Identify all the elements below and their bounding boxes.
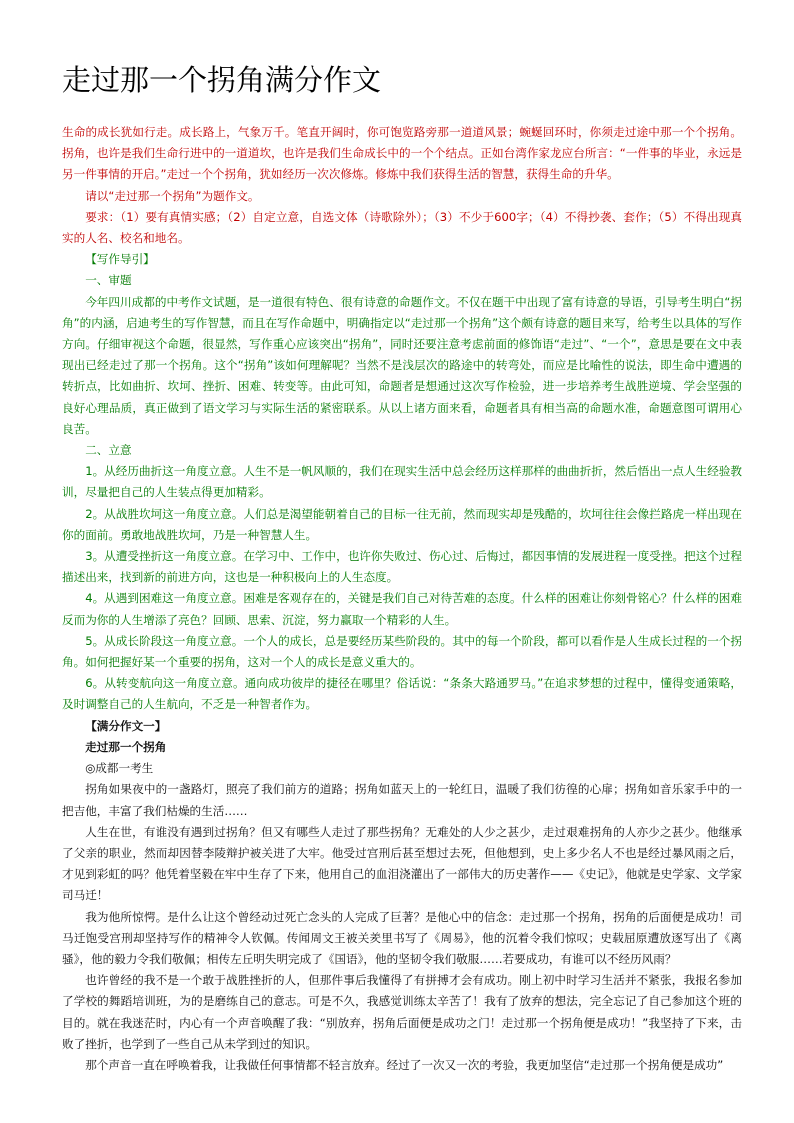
liyi-point-2: 2。从战胜坎坷这一角度立意。人们总是渴望能朝着自己的目标一往无前，然而现实却是残酷的，坎坷往往会像拦路虎一样出现在你的面前。勇敢地战胜坎坷，乃是一种智慧人生。 — [62, 506, 742, 542]
section-heading-liyi: 二、立意 — [85, 443, 132, 458]
liyi-point-6: 6。从转变航向这一角度立意。通向成功彼岸的捷径在哪里？俗话说：“条条大路通罗马。”在追求梦想的过程中，懂得变通策略，及时调整自己的人生航向，不乏是一种智者作为。 — [62, 676, 742, 712]
prompt-intro: 生命的成长犹如行走。成长路上，气象万千。笔直开阔时，你可饱览路旁那一道道风景；蜿蜒回环时，你须走过途中那一个个拐角。拐角，也许是我们生命行进中的一道道坎，也许是我们生命成长中的一个个结点。正如台湾作家龙应台所言：“一件事的毕业，永远是另一件事情的开启。”走过一个个拐角，犹如经历一次次修炼。修炼中我们获得生活的智慧，获得生命的升华。 — [62, 125, 742, 182]
liyi-point-1: 1。从经历曲折这一角度立意。人生不是一帆风顺的，我们在现实生活中总会经历这样那样的曲曲折折，然后悟出一点人生经验教训，尽量把自己的人生装点得更加精彩。 — [62, 464, 742, 500]
prompt-requirements: 要求：（1）要有真情实感；（2）自定立意，自选文体（诗歌除外）；（3）不少于600字；（4）不得抄袭、套作；（5）不得出现真实的人名、校名和地名。 — [62, 209, 742, 246]
liyi-point-5: 5。从成长阶段这一角度立意。一个人的成长，总是要经历某些阶段的。其中的每一个阶段，都可以看作是人生成长过程的一个拐角。如何把握好某一个重要的拐角，这对一个人的成长是意义重大的。 — [62, 633, 742, 670]
essay-title: 走过那一个拐角 — [85, 739, 167, 754]
essay-paragraph: 也许曾经的我不是一个敢于战胜挫折的人，但那件事后我懂得了有拼搏才会有成功。刚上初中时学习生活并不紧张，我报名参加了学校的舞蹈培训班，为的是磨练自己的意志。可是不久，我感觉训练太辛苦了！我有了放弃的想法，完全忘记了自己参加这个班的目的。就在我迷茫时，内心有一个声音唤醒了我：“别放弃，拐角后面便是成功之门！走过那一个拐角便是成功！”我坚持了下来，击败了挫折，也学到了一些自己从未学到过的知识。 — [62, 973, 742, 1051]
essay-paragraph: 人生在世，有谁没有遇到过拐角？但又有哪些人走过了那些拐角？无难处的人少之甚少，走过艰难拐角的人亦少之甚少。他继承了父亲的职业，然而却因替李陵辩护被关进了大牢。他受过宫刑后甚至想过去死，但他想到，史上多少名人不也是经过暴风雨之后，才见到彩虹的吗？他凭着坚毅在牢中生存了下来，他用自己的血泪浇灌出了一部伟大的历史著作——《史记》，他就是史学家、文学家司马迁！ — [62, 824, 742, 903]
liyi-point-3: 3。从遭受挫折这一角度立意。在学习中、工作中，也许你失败过、伤心过、后悔过，都因事情的发展进程一度受挫。把这个过程描述出来，找到新的前进方向，这也是一种积极向上的人生态度。 — [62, 549, 742, 585]
essay-author: ◎成都一考生 — [85, 761, 154, 776]
essay-paragraph: 那个声音一直在呼唤着我，让我做任何事情都不轻言放弃。经过了一次又一次的考验，我更加坚信“走过那一个拐角便是成功” — [85, 1057, 724, 1072]
prompt-instruction: 请以“走过那一个拐角”为题作文。 — [85, 188, 260, 203]
guide-heading: 【写作导引】 — [85, 252, 155, 267]
essay-paragraph: 拐角如果夜中的一盏路灯，照亮了我们前方的道路；拐角如蓝天上的一轮红日，温暖了我们彷徨的心扉；拐角如音乐家手中的一把吉他，丰富了我们枯燥的生活…… — [62, 782, 742, 818]
liyi-point-4: 4。从遇到困难这一角度立意。困难是客观存在的，关键是我们自己对待苦难的态度。什么样的困难让你刻骨铭心？什么样的困难反而为你的人生增添了亮色？回顾、思索、沉淀，努力赢取一个精彩的人生。 — [62, 591, 742, 627]
document-page — [62, 60, 742, 1076]
page-title: 走过那一个拐角满分作文 — [62, 63, 382, 97]
essay-label: 【满分作文一】 — [85, 718, 167, 733]
essay-paragraph: 我为他所惊愕。是什么让这个曾经动过死亡念头的人完成了巨著？是他心中的信念：走过那一个拐角，拐角的后面便是成功！司马迁饱受宫刑却坚持写作的精神令人钦佩。传闻周文王被关羑里书写了《周易》，他的沉着令我们惊叹；史载屈原遭放逐写出了《离骚》，他的毅力令我们敬佩；相传左丘明失明完成了《国语》，他的坚韧令我们敬服……若要成功，有谁可以不经历风雨？ — [62, 909, 742, 966]
section-text-shenti: 今年四川成都的中考作文试题，是一道很有特色、很有诗意的命题作文。不仅在题干中出现了富有诗意的导语，引导考生明白“拐角”的内涵，启迪考生的写作智慧，而且在写作命题中，明确指定以“走过那一个拐角”这个颇有诗意的题目来写，给考生以具体的写作方向。仔细审视这个命题，很显然，写作重心应该突出“拐角”，同时还要注意考虑前面的修饰语“走过”、“一个”，意思是要在文中表现出已经走过了那一个拐角。这个“拐角”该如何理解呢？当然不是浅层次的路途中的转弯处，而应是比喻性的说法，即生命中遭遇的转折点，比如曲折、坎坷、挫折、困难、转变等。由此可知，命题者是想通过这次写作检验，进一步培养考生战胜逆境、学会坚强的良好心理品质，真正做到了语文学习与实际生活的紧密联系。从以上诸方面来看，命题者具有相当高的命题水准，命题意图可谓用心良苦。 — [62, 294, 742, 436]
section-heading-shenti: 一、审题 — [85, 273, 132, 288]
